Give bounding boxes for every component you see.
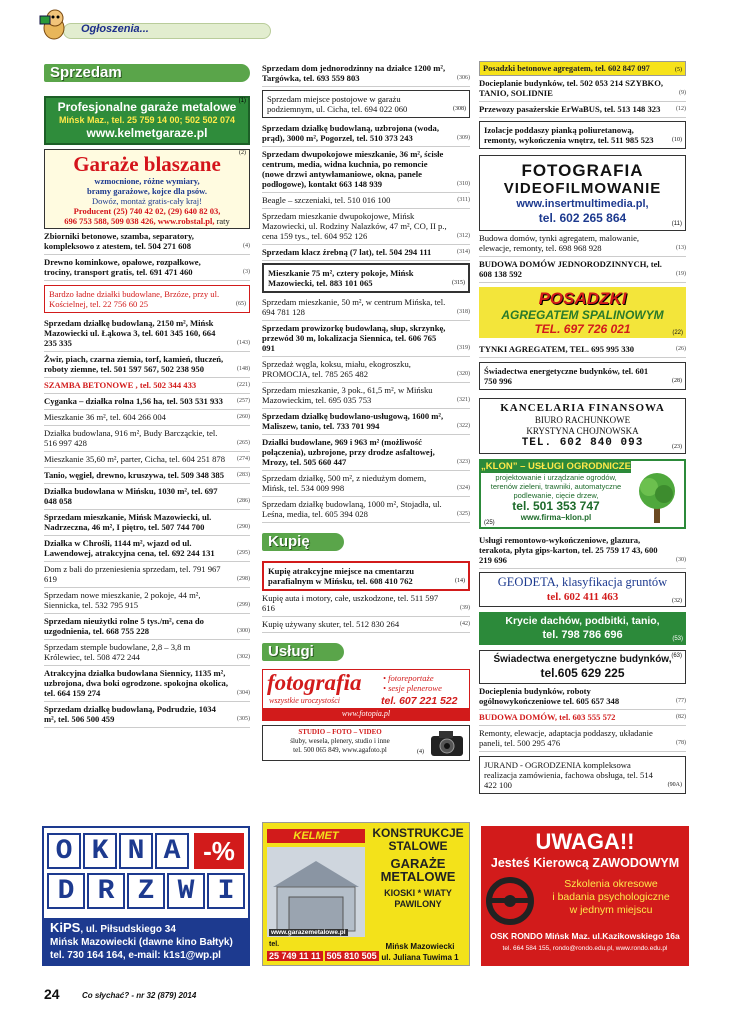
ad-text: Tanio, węgiel, drewno, kruszywa, tel. 509 348 385 <box>44 470 224 480</box>
ad-url: www.fotopia.pl <box>263 708 469 720</box>
classified-ad <box>262 383 470 409</box>
ad-box-308 <box>262 90 470 118</box>
letter-tile: W <box>167 873 205 909</box>
footer-title: Co słychać? - nr 32 (879) 2014 <box>82 991 197 1000</box>
classified-ad <box>262 209 470 245</box>
page-number: 24 <box>44 986 60 1002</box>
letter-tile: A <box>155 833 189 869</box>
ad-phone: tel. 607 221 522 <box>381 695 458 707</box>
classified-ad <box>262 409 470 435</box>
ad-text: Działki budowlane, 969 i 963 m² (możliwość połączenia), uzbrojone, przy drodze asfaltowej, Mrozy, tel. 505 660 447 <box>262 437 435 467</box>
ad-text: Sprzedam prowizorkę budowlaną, słup, skrzynkę, przewód 30 m, lokalizacja Siennica, tel. 606 765 091 <box>262 323 446 353</box>
ad-line: METALOWE <box>380 869 456 884</box>
ad-number: (90A) <box>667 782 682 788</box>
ad-number: (10) <box>672 137 682 143</box>
ad-number: (22) <box>672 330 683 336</box>
classified-ad <box>262 321 470 357</box>
ad-phone: tel. 798 786 696 <box>542 629 623 641</box>
ad-title: KANCELARIA FINANSOWA <box>500 402 665 414</box>
classified-ad <box>262 295 470 321</box>
ad-text: Budowa domów, tynki agregatem, malowanie, elewacje, remonty, tel. 698 968 928 <box>479 233 640 253</box>
classified-ad <box>262 121 470 147</box>
ad-text: Sprzedam działkę budowlaną, uzbrojona (woda, prąd), 3000 m², Pogorzel, tel. 510 373 243 <box>262 123 439 143</box>
ad-number: (78) <box>676 740 686 746</box>
ad-text: Izolacje poddaszy pianką poliuretanową, remonty, wykończenia wnętrz, tel. 511 985 523 <box>484 125 654 145</box>
classified-ad <box>44 702 250 728</box>
posadzki-ad <box>479 287 686 338</box>
ad-number: (300) <box>237 628 250 634</box>
mascot-icon <box>36 6 74 42</box>
posadzki-beton-ad <box>479 61 686 76</box>
okna-row <box>47 833 189 869</box>
ad-line: • fotoreportaże <box>383 673 434 683</box>
uwaga-ad <box>481 826 689 966</box>
ad-line: KRYSTYNA CHOJNOWSKA <box>526 426 639 436</box>
classified-ad <box>479 257 686 283</box>
ad-box-315 <box>262 263 470 293</box>
ad-number: (13) <box>676 245 686 251</box>
ad-number: (299) <box>237 602 250 608</box>
ad-number: (302) <box>237 654 250 660</box>
ad-text: Beagle – szczeniaki, tel. 510 016 100 <box>262 195 391 205</box>
ad-title: „KLON” – USŁUGI OGRODNICZE <box>481 461 631 472</box>
ad-number: (14) <box>455 578 465 584</box>
drzwi-row <box>47 873 245 909</box>
ad-subtitle: Jesteś Kierowcą ZAWODOWYM <box>490 856 680 870</box>
ad-title: Świadectwa energetyczne budynków, <box>493 654 672 665</box>
ad-number: (310) <box>457 181 470 187</box>
ad-number: (25) <box>484 520 495 526</box>
ad-number: (295) <box>237 550 250 556</box>
ad-line: tel. 500 065 849, www.agafoto.pl <box>293 746 387 754</box>
ad-number: (28) <box>672 378 682 384</box>
discount-badge: -% <box>194 833 244 869</box>
classified-ad <box>262 245 470 261</box>
ad-text: Sprzedam klacz źrebną (7 lat), tel. 504 294 111 <box>262 247 432 257</box>
classified-ad <box>44 484 250 510</box>
ads-list-4 <box>262 121 470 261</box>
ad-text: Sprzedam stemple budowlane, 2,8 – 3,8 m Królewiec, tel. 508 472 244 <box>44 642 191 662</box>
classified-ad <box>262 357 470 383</box>
ad-text: Świadectwa energetyczne budynków, tel. 601 750 996 <box>484 366 649 386</box>
ad-phone: tel. 602 411 463 <box>546 591 619 603</box>
ad-line: 696 753 588, 509 038 426, www.robstal.pl, <box>64 216 215 226</box>
section-kupie: Kupię <box>262 533 344 551</box>
ads-list-5 <box>262 295 470 523</box>
ad-number: (290) <box>237 524 250 530</box>
ad-title: Profesjonalne garaże metalowe <box>57 100 237 114</box>
uslugi-remontowe-ad <box>479 533 686 569</box>
ad-text: BUDOWA DOMÓW JEDNORODZINNYCH, tel. 608 138 592 <box>479 259 662 279</box>
okna-drzwi-ad <box>42 826 250 966</box>
classified-ad <box>262 617 470 633</box>
ad-number: (221) <box>237 382 250 388</box>
garage-icon <box>267 847 365 937</box>
ad-phone: tel. 730 164 164, e-mail: k1s1@wp.pl <box>50 950 221 961</box>
ad-line: STUDIO – FOTO – VIDEO <box>298 728 382 736</box>
column-3 <box>479 61 686 794</box>
swiadectwa-2-ad <box>479 650 686 684</box>
classified-ad <box>479 726 686 752</box>
ad-text: Działka w Chrośli, 1144 m², wjazd od ul. Lawendowej, atrakcyjna cena, tel. 692 244 131 <box>44 538 215 558</box>
classified-ad <box>479 684 686 710</box>
ad-number: (4) <box>243 243 250 249</box>
ad-number: (274) <box>237 456 250 462</box>
ad-url: www.insertmultimedia.pl, <box>516 198 649 210</box>
ad-number: (319) <box>457 345 470 351</box>
ad-line: bramy garażowe, kojce dla psów. <box>87 186 207 196</box>
ad-number: (1) <box>238 98 246 104</box>
ad-number: (32) <box>672 598 682 604</box>
ad-line: Szkolenia okresowe <box>564 878 658 890</box>
header-title: Ogłoszenia... <box>81 23 149 35</box>
ad-line: , ul. Piłsudskiego 34 <box>80 924 176 935</box>
ad-number: (42) <box>460 621 470 627</box>
fotografia-video-ad <box>479 155 686 231</box>
ad-number: (312) <box>457 233 470 239</box>
ads-list-7 <box>479 231 686 283</box>
ad-number: (77) <box>676 698 686 704</box>
ad-text: Posadzki betonowe agregatem, tel. 602 847 097 <box>483 64 650 73</box>
ad-phone: TEL. 697 726 021 <box>534 322 631 336</box>
ad-number: (4) <box>417 749 424 755</box>
kelmet-ad <box>262 822 470 966</box>
ad-title: FOTOGRAFIA <box>521 161 644 180</box>
camera-icon <box>429 729 465 757</box>
ad-title: Garaże blaszane <box>73 152 221 176</box>
ad-line: wzmocnione, różne wymiary, <box>94 176 200 186</box>
ad-text: Sprzedaż węgla, koksu, miału, ekogroszku, PROMOCJA, tel. 785 265 482 <box>262 359 411 379</box>
ad-subtitle: VIDEOFILMOWANIE <box>503 180 662 197</box>
classified-ad <box>44 394 250 410</box>
ad-number: (65) <box>236 301 246 307</box>
ad-text: Działka budowlana, 916 m², Budy Barcząckie, tel. 516 997 428 <box>44 428 218 448</box>
steering-wheel-icon <box>485 876 535 926</box>
classified-ad <box>479 102 686 118</box>
classified-ad <box>44 378 250 394</box>
ad-title: UWAGA!! <box>535 829 635 854</box>
izolacje-ad <box>479 121 686 149</box>
ad-number: (11) <box>671 221 682 227</box>
ad-line: KIOSKI * WIATY <box>384 888 452 898</box>
ad-number: (30) <box>676 557 686 563</box>
letter-tile: I <box>207 873 245 909</box>
letter-tile: O <box>47 833 81 869</box>
ad-number: (53) <box>672 636 683 642</box>
ad-phone: 25 749 11 11 <box>269 951 321 961</box>
classified-ad <box>44 588 250 614</box>
classified-ad <box>262 471 470 497</box>
ad-text: BUDOWA DOMÓW, tel. 603 555 572 <box>479 712 616 722</box>
ad-line: PAWILONY <box>394 899 442 909</box>
ad-line: terenów zieleni, trawniki, automatyczne <box>490 482 622 491</box>
ad-text: Atrakcyjna działka budowlana Siennicy, 1135 m², uzbrojona, dwa boki ogrodzone. spokojna okolica, tel. 664 159 274 <box>44 668 229 698</box>
ad-number: (298) <box>237 576 250 582</box>
ad-number: (305) <box>237 716 250 722</box>
ad-box-red <box>44 285 250 313</box>
column-2 <box>262 61 470 761</box>
ad-text: Sprzedam działkę budowlaną, 2150 m², Mińsk Mazowiecki ul. Łąkowa 3, tel. 601 345 160, 664 235 335 <box>44 318 216 348</box>
ad-number: (26) <box>676 346 686 352</box>
ad-contact: tel. 664 584 155, rondo@rondo.edu.pl, www.rondo.edu.pl <box>502 945 668 952</box>
ad-line: i badania psychologiczne <box>552 891 670 903</box>
tel-label: tel. <box>269 941 280 948</box>
classified-ad <box>44 640 250 666</box>
ad-text: Przewozy pasażerskie ErWaBUS, tel. 513 148 323 <box>479 104 661 114</box>
classified-ad <box>479 710 686 726</box>
ad-line: ul. Juliana Tuwima 1 <box>381 953 459 962</box>
garaze-blaszane-ad <box>44 149 250 229</box>
garaze-metalowe-ad <box>44 96 250 145</box>
ad-text: Mieszkanie 36 m², tel. 604 266 004 <box>44 412 166 422</box>
letter-tile: D <box>47 873 85 909</box>
ad-number: (286) <box>237 498 250 504</box>
letter-tile: N <box>119 833 153 869</box>
ad-text: Sprzedam miejsce postojowe w garażu podziemnym, ul. Cicha, tel. 694 022 060 <box>267 94 408 114</box>
ad-line: Dowóz, montaż gratis-cały kraj! <box>92 196 202 206</box>
ad-number: (148) <box>237 366 250 372</box>
geodeta-ad <box>479 572 686 607</box>
classified-ad <box>44 410 250 426</box>
classified-ad <box>262 193 470 209</box>
ad-title: GEODETA, klasyfikacja gruntów <box>497 575 668 589</box>
ad-contact: Mińsk Maz., tel. 25 759 14 00; 502 502 074 <box>58 115 236 125</box>
ad-line: KONSTRUKCJE <box>372 826 464 840</box>
ad-text: Sprzedam mieszkanie, Mińsk Mazowiecki, ul. Nadrzeczna, 46 m², I piętro, tel. 507 744 700 <box>44 512 212 532</box>
classified-ad <box>44 426 250 452</box>
jurand-ad <box>479 756 686 794</box>
ad-text: Sprzedam dom jednorodzinny na działce 1200 m², Targówka, tel. 693 559 803 <box>262 63 446 83</box>
ad-number: (143) <box>237 340 250 346</box>
ad-text: Kupię auta i motory, całe, uszkodzone, tel. 511 597 616 <box>262 593 439 613</box>
ad-number: (63) <box>671 653 682 659</box>
brand-name: KiPS <box>50 920 81 935</box>
ad-line: podlewanie, cięcie drzew, <box>513 491 599 500</box>
ad-url: www.garazemetalowe.pl <box>271 929 346 936</box>
ad-title: POSADZKI <box>538 289 627 308</box>
classified-ad <box>479 231 686 257</box>
ad-line: Producent (25) 740 42 02, (29) 640 82 03, <box>73 206 221 216</box>
studio-ad <box>262 725 470 761</box>
ad-number: (311) <box>457 197 470 203</box>
ad-text: Drewno kominkowe, opałowe, rozpałkowe, trociny, transport gratis, tel. 691 471 460 <box>44 257 201 277</box>
ad-text: Zbiorniki betonowe, szamba, separatory, kompleksowo z atestem, tel. 504 271 608 <box>44 231 194 251</box>
classified-ad <box>262 435 470 471</box>
ad-number: (5) <box>675 67 682 73</box>
classified-ad <box>44 510 250 536</box>
classified-ad <box>44 468 250 484</box>
ad-line: projektowanie i urządzanie ogrodów, <box>495 473 617 482</box>
fotografia-ad <box>262 669 470 721</box>
klon-ad <box>479 459 686 529</box>
ad-number: (260) <box>237 414 250 420</box>
ad-number: (19) <box>676 271 686 277</box>
okna-footer <box>44 918 248 964</box>
ad-text: Żwir, piach, czarna ziemia, torf, kamień, tłuczeń, roboty ziemne, tel. 501 597 567, 502 238 950 <box>44 354 224 374</box>
ad-number: (9) <box>679 90 686 96</box>
tree-icon <box>633 469 681 525</box>
ad-box-14 <box>262 561 470 591</box>
ad-text: Docieplanie budynków, tel. 502 053 214 SZYBKO, TANIO, SOLIDNIE <box>479 78 664 98</box>
ad-text: Sprzedam działkę, 500 m², z niedużym domem, Mińsk, tel. 534 009 998 <box>262 473 427 493</box>
ad-number: (322) <box>457 423 470 429</box>
ad-line: Mińsk Mazowiecki (dawne kino Bałtyk) <box>50 937 233 948</box>
ads-list-1 <box>44 229 250 281</box>
section-uslugi: Usługi <box>262 643 344 661</box>
ad-line: GARAŻE <box>390 856 446 871</box>
ad-url: www.kelmetgaraze.pl <box>86 126 208 140</box>
ad-phone: tel. 501 353 747 <box>512 499 600 513</box>
classified-ad <box>262 497 470 523</box>
ad-number: (257) <box>237 398 250 404</box>
ads-list-3 <box>262 61 470 87</box>
ad-line: BIURO RACHUNKOWE <box>534 415 631 425</box>
ad-phone: tel.605 629 225 <box>540 666 625 680</box>
ad-text: SZAMBA BETONOWE , tel. 502 344 433 <box>44 380 197 390</box>
ad-number: (308) <box>453 106 466 112</box>
ad-number: (39) <box>460 605 470 611</box>
ad-number: (309) <box>457 135 470 141</box>
swiadectwa-1-ad <box>479 362 686 390</box>
ad-number: (12) <box>676 106 686 112</box>
ad-text: Remonty, elewacje, adaptacja poddaszy, układanie paneli, tel. 500 295 476 <box>479 728 653 748</box>
ad-text: Dom z bali do przeniesienia sprzedam, tel. 791 967 619 <box>44 564 221 584</box>
ad-text: Sprzedam nowe mieszkanie, 2 pokoje, 44 m², Siennicka, tel. 532 795 915 <box>44 590 201 610</box>
ad-text: Cyganka – działka rolna 1,56 ha, tel. 503 531 933 <box>44 396 223 406</box>
brand-logo: KELMET <box>267 829 365 843</box>
ad-line: STALOWE <box>388 839 448 853</box>
ad-text: Sprzedam mieszkanie dwupokojowe, Mińsk Mazowiecki, ul. Rodziny Nalazków, 47 m², CO, II p., cena 159 tys., tel. 604 952 126 <box>262 211 447 241</box>
classified-ad <box>262 147 470 193</box>
ad-phone: TEL. 602 840 093 <box>521 437 644 449</box>
ad-text: Sprzedam mieszkanie, 50 m², w centrum Mińska, tel. 694 781 128 <box>262 297 446 317</box>
ad-number: (82) <box>676 714 686 720</box>
ad-number: (324) <box>457 485 470 491</box>
ad-title: fotografia <box>267 670 362 695</box>
ad-text: Sprzedam dwupokojowe mieszkanie, 36 m², ścisłe centrum, media, widna kuchnia, po remoncie (nowe drzwi antywłamaniowe, okna, panele podłogowe), kontakt 663 148 939 <box>262 149 444 189</box>
ad-number: (23) <box>672 444 682 450</box>
section-sprzedam: Sprzedam <box>44 64 250 82</box>
ad-text: Sprzedam działkę budowlaną, Podrudzie, 1034 m², tel. 506 500 459 <box>44 704 216 724</box>
ad-number: (320) <box>457 371 470 377</box>
ad-text: Sprzedam działkę budowlaną, 1000 m², Stojadła, ul. Leśna, media, tel. 605 394 028 <box>262 499 442 519</box>
ad-text: Mieszkanie 35,60 m², parter, Cicha, tel. 604 251 878 <box>44 454 225 464</box>
ad-text: Kupię atrakcyjne miejsce na cmentarzu parafialnym w Mińsku, tel. 608 410 762 <box>268 566 415 586</box>
ad-line: w jednym miejscu <box>569 904 653 916</box>
ad-number: (323) <box>457 459 470 465</box>
ad-text: JURAND - OGRODZENIA kompleksowa realizacja zamówienia, fachowa obsługa, tel. 514 422 100 <box>484 760 653 790</box>
classified-ad <box>44 666 250 702</box>
ad-number: (265) <box>237 440 250 446</box>
ad-text: Bardzo ładne działki budowlane, Brzóze, przy ul. Kościelnej, tel. 22 756 60 25 <box>49 289 220 309</box>
ad-url: www.firma–klon.pl <box>520 513 592 522</box>
classified-ad <box>44 316 250 352</box>
ad-line: Mińsk Mazowiecki <box>385 942 455 951</box>
ad-text: Sprzedam mieszkanie, 3 pok., 61,5 m², w Mińsku Mazowieckim, tel. 695 035 753 <box>262 385 433 405</box>
letter-tile: R <box>87 873 125 909</box>
letter-tile: K <box>83 833 117 869</box>
column-1 <box>44 64 250 728</box>
classified-ad <box>44 352 250 378</box>
ad-text: TYNKI AGREGATEM, TEL. 695 995 330 <box>479 344 635 354</box>
ads-list-8 <box>479 684 686 752</box>
ad-number: (306) <box>457 75 470 81</box>
ad-text: Docieplenia budynków, roboty ogólnowykończeniowe tel. 605 657 348 <box>479 686 620 706</box>
ad-text: Sprzedam działkę budowlano-usługową, 1600 m², Maliszew, tanio, tel. 733 701 994 <box>262 411 444 431</box>
classified-ad <box>479 76 686 102</box>
ad-phone: 505 810 505 <box>326 951 377 961</box>
ads-list-2 <box>44 316 250 728</box>
ad-text: Kupię używany skuter, tel. 512 830 264 <box>262 619 400 629</box>
ad-tagline: wszystkie uroczystości <box>269 696 341 705</box>
ad-number: (315) <box>452 280 465 286</box>
ads-list-kupie <box>262 591 470 633</box>
letter-tile: Z <box>127 873 165 909</box>
ad-subtitle: AGREGATEM SPALINOWYM <box>501 308 664 322</box>
classified-ad <box>44 452 250 468</box>
classified-ad <box>262 591 470 617</box>
ad-text: Mieszkanie 75 m², cztery pokoje, Mińsk Mazowiecki, tel. 883 101 065 <box>268 268 414 288</box>
ad-title: Krycie dachów, podbitki, tanio, <box>505 615 660 627</box>
classified-ad <box>44 536 250 562</box>
classified-ad <box>44 562 250 588</box>
kancelaria-ad <box>479 398 686 454</box>
ad-line: • sesje plenerowe <box>383 683 442 693</box>
ad-number: (321) <box>457 397 470 403</box>
ad-number: (304) <box>237 690 250 696</box>
classified-ad <box>262 61 470 87</box>
ad-number: (318) <box>457 309 470 315</box>
ad-number: (3) <box>243 269 250 275</box>
krycie-dachow-ad <box>479 612 686 645</box>
ad-phone: tel. 602 265 864 <box>538 211 627 225</box>
ad-line: śluby, wesela, plenery, studio i inne <box>290 737 390 745</box>
ads-list-6 <box>479 76 686 118</box>
ad-number: (314) <box>457 249 470 255</box>
ad-number: (2) <box>239 150 246 156</box>
ad-text: Sprzedam nieużytki rolne 5 tys./m², cena do uzgodnienia, tel. 668 755 228 <box>44 616 204 636</box>
classified-ad <box>44 229 250 255</box>
ad-number: (325) <box>457 511 470 517</box>
tynki-ad <box>479 342 686 358</box>
ad-line: raty <box>216 216 230 226</box>
ad-text: Działka budowlana w Mińsku, 1030 m², tel. 697 048 058 <box>44 486 218 506</box>
ad-number: (283) <box>237 472 250 478</box>
ad-line: OSK RONDO Mińsk Maz. ul.Kazikowskiego 16a <box>490 931 680 941</box>
ad-text: Usługi remontowo-wykończeniowe, glazura, terakota, płyta gips-karton, tel. 25 759 17 43, 600 219 696 <box>479 535 658 565</box>
classified-ad <box>44 255 250 281</box>
classified-ad <box>44 614 250 640</box>
